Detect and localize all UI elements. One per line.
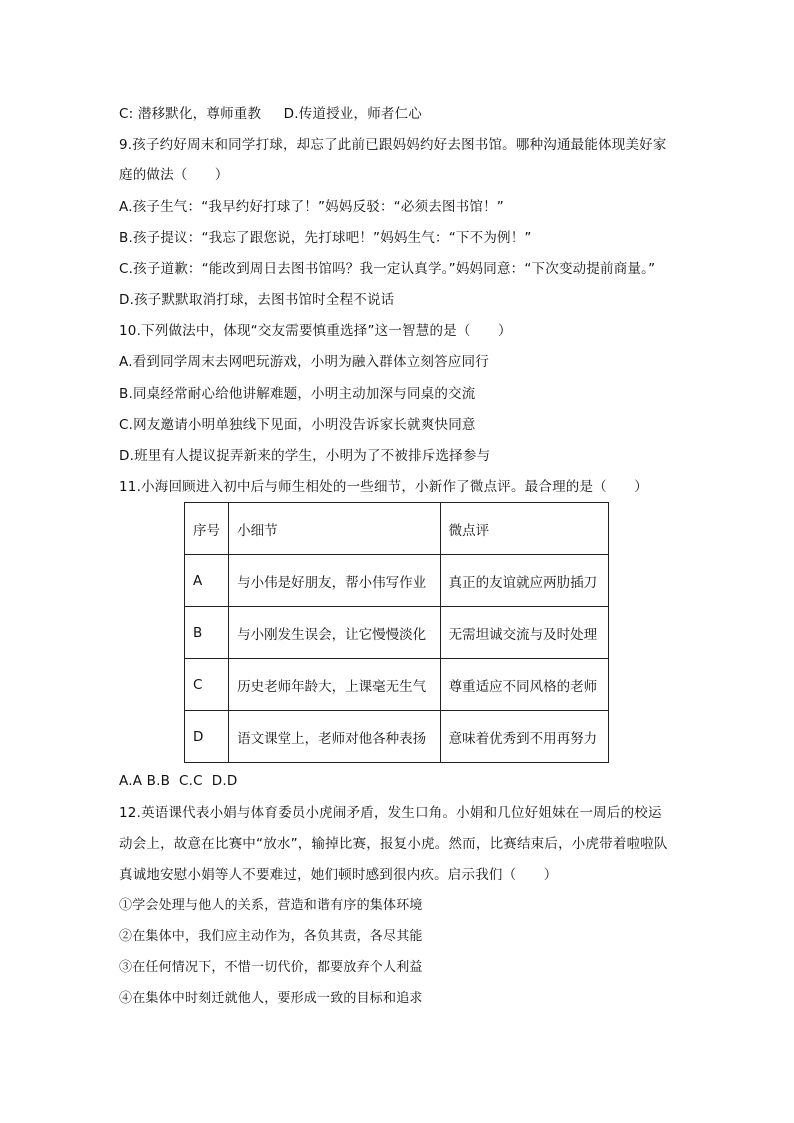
table-cell: 与小伟是好朋友，帮小伟写作业 [229, 555, 440, 607]
table-header-cell: 微点评 [440, 503, 608, 555]
q10-option-d: D.班里有人提议捉弄新来的学生，小明为了不被排斥选择参与 [119, 448, 491, 464]
q12-statement-2: ②在集体中，我们应主动作为，各负其责，各尽其能 [119, 929, 423, 944]
table-cell: A [185, 555, 229, 607]
table-cell: 真正的友谊就应两肋插刀 [440, 555, 608, 607]
table-cell: 语文课堂上，老师对他各种表扬 [229, 711, 440, 763]
table-header-row [185, 503, 609, 555]
q9-option-b: B.孩子提议：“我忘了跟您说，先打球吧！”妈妈生气：“下不为例！” [119, 230, 532, 246]
table-row [185, 711, 609, 763]
q10-option-c: C.网友邀请小明单独线下见面，小明没告诉家长就爽快同意 [119, 417, 476, 433]
table-row [185, 555, 609, 607]
q12-statement-4: ④在集体中时刻迁就他人，要形成一致的目标和追求 [119, 991, 423, 1006]
table-row [185, 659, 609, 711]
q9-option-d: D.孩子默默取消打球，去图书馆时全程不说话 [119, 292, 395, 308]
q10-option-b: B.同桌经常耐心给他讲解难题，小明主动加深与同桌的交流 [119, 386, 476, 402]
q9-stem-line1: 9.孩子约好周末和同学打球，却忘了此前已跟妈妈约好去图书馆。哪种沟通最能体现美好家 [119, 137, 667, 153]
table-cell: C [185, 659, 229, 711]
q11-options: A.A B.B C.C D.D [119, 773, 238, 789]
table-cell: 历史老师年龄大，上课毫无生气 [229, 659, 440, 711]
table-cell: B [185, 607, 229, 659]
q10-option-a: A.看到同学周末去网吧玩游戏，小明为融入群体立刻答应同行 [119, 354, 489, 370]
q12-stem-line3: 真诚地安慰小娟等人不要难过，她们顿时感到很内疚。启示我们（ ） [119, 867, 558, 883]
table-row [185, 607, 609, 659]
table-cell: D [185, 711, 229, 763]
q9-stem-line2: 庭的做法（ ） [119, 167, 229, 183]
q11-stem: 11.小海回顾进入初中后与师生相处的一些细节，小新作了微点评。最合理的是（ ） [119, 479, 648, 495]
q8-options-cd: C: 潜移默化，尊师重教 D.传道授业，师者仁心 [119, 106, 423, 122]
q12-statement-1: ①学会处理与他人的关系，营造和谐有序的集体环境 [119, 898, 423, 913]
q11-table [184, 502, 609, 763]
q12-stem-line1: 12.英语课代表小娟与体育委员小虎闹矛盾，发生口角。小娟和几位好姐妹在一周后的校运 [119, 805, 662, 821]
q9-option-a: A.孩子生气：“我早约好打球了！”妈妈反驳：“必须去图书馆！” [119, 199, 504, 215]
q9-option-c: C.孩子道歉：“能改到周日去图书馆吗？我一定认真学。”妈妈同意：“下次变动提前商量。” [119, 261, 656, 277]
table-cell: 无需坦诚交流与及时处理 [440, 607, 608, 659]
table-cell: 尊重适应不同风格的老师 [440, 659, 608, 711]
table-header-cell: 小细节 [229, 503, 440, 555]
q12-statement-3: ③在任何情况下，不惜一切代价，都要放弃个人利益 [119, 960, 423, 975]
q12-stem-line2: 动会上，故意在比赛中“放水”，输掉比赛，报复小虎。然而，比赛结束后，小虎带着啦啦队 [119, 836, 668, 852]
q10-stem: 10.下列做法中，体现“交友需要慎重选择”这一智慧的是（ ） [119, 323, 512, 339]
table-cell: 与小刚发生误会，让它慢慢淡化 [229, 607, 440, 659]
table-cell: 意味着优秀到不用再努力 [440, 711, 608, 763]
table-header-cell: 序号 [185, 503, 229, 555]
